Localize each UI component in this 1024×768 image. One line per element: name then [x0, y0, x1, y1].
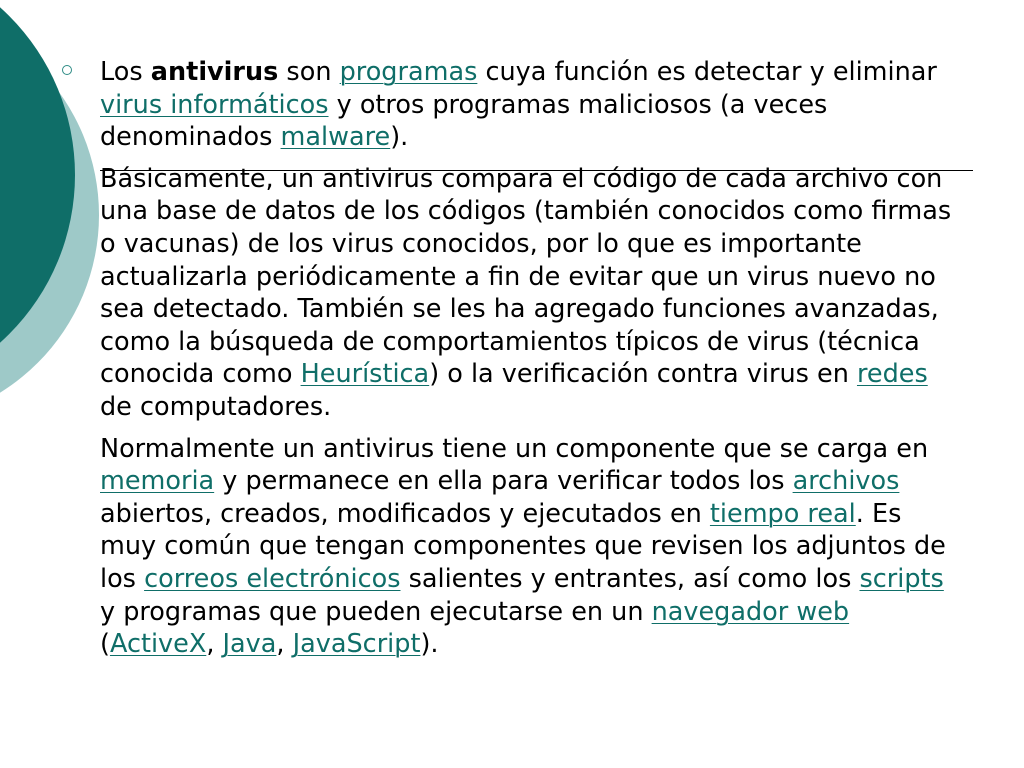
text: y permanece en ella para verificar todos los: [214, 466, 793, 497]
link-javascript[interactable]: JavaScript: [292, 629, 421, 660]
text: ) o la verificación contra virus en: [429, 359, 857, 390]
text: y programas que pueden ejecutarse en un: [100, 596, 652, 627]
link-virus-informaticos[interactable]: virus informáticos: [100, 89, 329, 120]
text: abiertos, creados, modificados y ejecutados en: [100, 498, 710, 529]
link-memoria[interactable]: memoria: [100, 466, 215, 497]
link-navegador-web[interactable]: navegador web: [651, 596, 850, 627]
hollow-circle-bullet-icon: [62, 65, 72, 75]
text: y otros programas maliciosos (a veces denominados: [100, 89, 828, 153]
link-tiempo-real[interactable]: tiempo real: [709, 498, 856, 529]
link-scripts[interactable]: scripts: [859, 563, 944, 594]
text: ,: [276, 629, 293, 660]
link-redes[interactable]: redes: [856, 359, 928, 390]
paragraph-how-it-works: [62, 163, 962, 424]
text: salientes y entrantes, así como los: [400, 563, 860, 594]
bold-term-antivirus: antivirus: [150, 57, 279, 87]
text: Normalmente un antivirus tiene un componente que se carga en: [100, 433, 929, 464]
text: son: [278, 57, 340, 87]
text: ).: [390, 122, 409, 153]
link-correos-electronicos[interactable]: correos electrónicos: [144, 563, 401, 594]
text: ,: [206, 629, 223, 660]
text: cuya función es detectar y eliminar: [477, 57, 937, 87]
link-archivos[interactable]: archivos: [792, 466, 900, 497]
text: ).: [420, 629, 439, 660]
text: de computadores.: [100, 391, 332, 422]
paragraph-resident-component: [62, 433, 962, 661]
text: Los: [100, 57, 151, 87]
text: Básicamente, un antivirus compara el código de cada archivo con una base de datos de los códigos (también conocidos como firmas o vacunas) de los virus conocidos, por lo que es importante actualizarla periódicamente a fin de evitar que un virus nuevo no sea detectado. También se les ha agregado funciones avanzadas, como la búsqueda de comportamientos típicos de virus (técnica conocida como: [100, 163, 952, 390]
paragraph-definition: [62, 56, 962, 154]
text: . Es muy común que tengan componentes que revisen los adjuntos de los: [100, 498, 946, 594]
link-programas[interactable]: programas: [339, 57, 478, 87]
link-heuristica[interactable]: Heurística: [300, 359, 430, 390]
link-activex[interactable]: ActiveX: [109, 629, 207, 660]
link-malware[interactable]: malware: [280, 122, 391, 153]
slide-content: [62, 56, 962, 670]
text: (: [100, 629, 110, 660]
link-java[interactable]: Java: [222, 629, 277, 660]
